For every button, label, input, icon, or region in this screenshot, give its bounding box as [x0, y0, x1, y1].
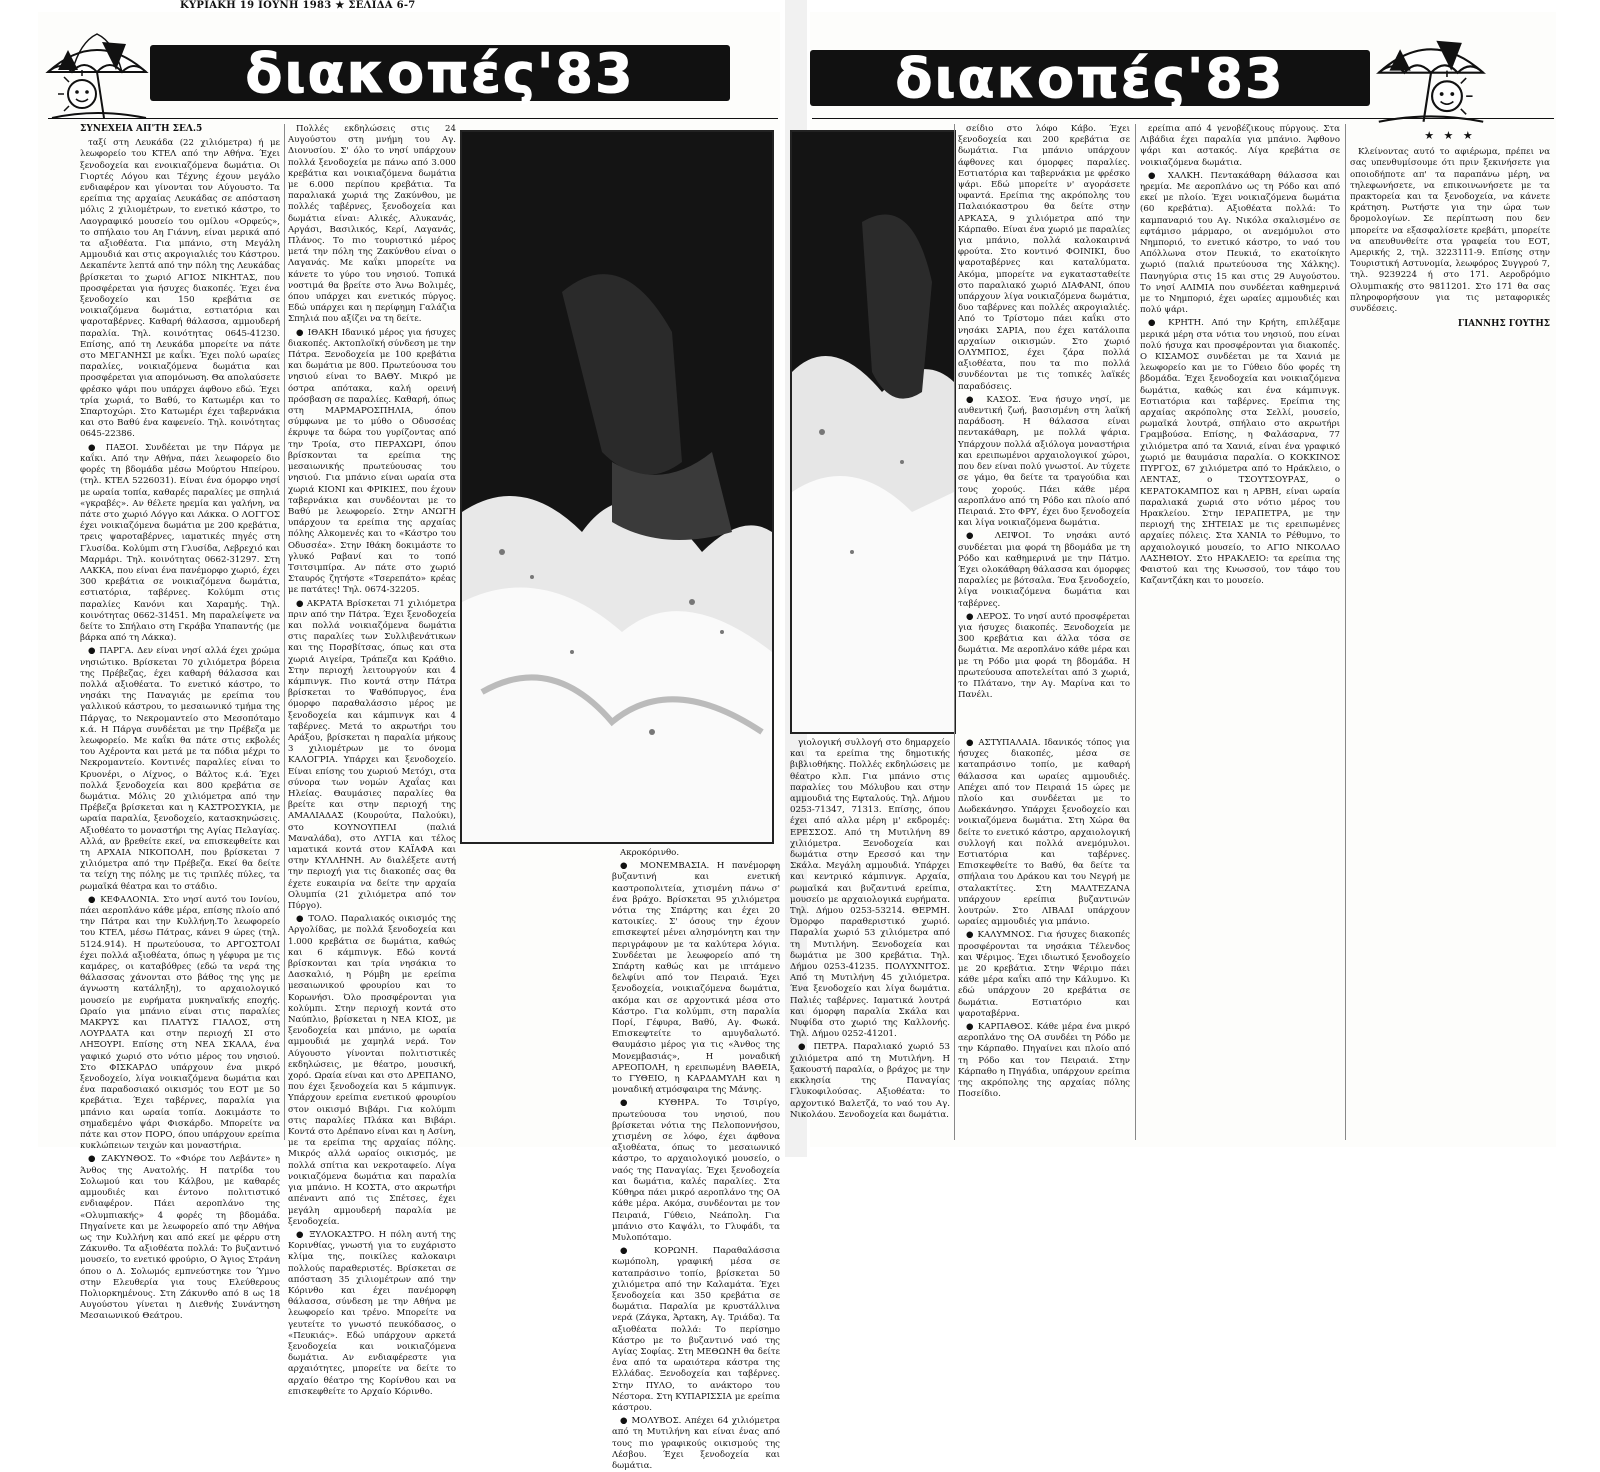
closing-paragraph: Κλείνοντας αυτό το αφιέρωμα, πρέπει να σας υπενθυμίσουμε ότι πριν ξεκινήσετε για οποιοδήποτε απ' τα παραπάνω μέρη, να τηλεφωνήσετε, να επικοινωνήσετε με τα πρακτορεία και τα ξενοδοχεία, να κάνετε κράτηση. Ρωτήστε για την ώρα των δρομολογίων. Σε περίπτωση που δεν μπορείτε να εξασφαλίσετε κρεβάτι, μπορείτε να απευθυνθείτε στα γραφεία του ΕΟΤ, Αμερικής 2, τηλ. 3223111-9. Επίσης στην Τουριστική Αστυνομία, λεωφόρος Συγγρού 7, τηλ. 9239224 ή στο 171. Αεροδρόμιο Ολυμπιακής στο 9811201. Στο 171 θα σας πληροφορήσουν για τις μεταφορικές συνδέσεις. [1350, 147, 1550, 315]
banner-title: διακοπές'83 [245, 41, 635, 105]
article-paragraph: ταξί στη Λευκάδα (22 χιλιόμετρα) ή με λεωφορείο του ΚΤΕΛ από την Αθήνα. Έχει ξενοδοχεία και ενοικιαζόμενα δωμάτια. Οι Γιορτές Λόγου και Τέχνης έχουν μεγάλο ενδιαφέρον και γίνονται τον Αύγουστο. Τα ερείπια της αρχαίας Λευκάδας σε απόσταση μόλις 2 χιλιομέτρων, το ενετικό κάστρο, το Λαογραφικό μουσείο του ομίλου «Ορφεύς», το σπήλαιο του Αη Γιάννη, είναι μερικά από τα αξιοθέατα. Για μπάνιο, στη Μεγάλη Αμμουδιά και στις ακρογιαλιές του Κάστρου. Δεκαπέντε λεπτά από την πόλη της Λευκάδας βρίσκεται το χωριό ΑΓΙΟΣ ΝΙΚΗΤΑΣ, που προσφέρεται για ήσυχες διακοπές. Έχει ένα ξενοδοχείο και 150 κρεβάτια σε νοικιαζόμενα δωμάτια, εστιατόρια και ψαροταβέρνες. Καθαρή θάλασσα, αμμουδερή παραλία. Τηλ. κοινότητας 0645-41230. Επίσης, από τη Λευκάδα μπορείτε να πάτε στο ΜΕΓΑΝΗΣΙ με καΐκι. Έχει πολύ ωραίες παραλίες, νοικιαζόμενα δωμάτια και προσφέρεται για απομόνωση. Θα απολαύσετε φρέσκο ψάρι που υπάρχει άφθονο εδώ. Έχει τρία χωριά, το Βαθύ, το Κατωμέρι και το Σπαρτοχώρι. Στο Κατωμέρι έχει ταβερνάκια και στο Βαθύ ένα καφενείο. Τηλ. κοινότητας 0645-22386. [80, 138, 280, 440]
article-paragraph: ● ΠΑΞΟΙ. Συνδέεται με την Πάργα με καΐκι. Από την Αθήνα, πάει λεωφορείο διο φορές τη βδομάδα μέσω Μούρτου Ηπείρου. (τηλ. ΚΤΕΛ 5226031). Είναι ένα όμορφο νησί με ωραία τοπία, καθαρές παραλίες με σπηλιά «γκραβές». Αν θέλετε ηρεμία και γαλήνη, να πάτε στο χωριό Λόγγο και Λάκκα. Ο ΛΟΓΓΟΣ έχει νοικιαζόμενα δωμάτια με 200 κρεβάτια, τρεις ψαροταβέρνες, ιαματικές πηγές στη Γλυσίδα. Κολύμπι στη Γλυσίδα, Λεβρεχιό και Μαρμάρι. Τηλ. κοινότητας 0662-31297. Στη ΛΑΚΚΑ, που είναι ένα πανέμορφο χωριό, έχει 300 κρεβάτια σε νοικιαζόμενα δωμάτια, εστιατόρια, ταβέρνες. Κολύμπι στις παραλίες Κανόνι και Χαραμής. Τηλ. κοινότητας 0662-31451. Μη παραλείψετε να δείτε το Σπήλαιο στη Γκράβα Υπαπαντής (με βάρκα από τη Λάκκα). [80, 442, 280, 644]
article-paragraph: ● ΠΕΤΡΑ. Παραλιακό χωριό 53 χιλιόμετρα από τη Μυτιλήνη. Η ξακουστή παραλία, ο βράχος με την εκκλησία της Παναγίας Γλυκοφιλούσας. Αξιοθέατα: το αρχοντικό Βαλετζά, το ναό του Αγ. Νικολάου. Ξενοδοχεία και δωμάτια. [790, 1042, 950, 1120]
text-column-right-1 [790, 738, 950, 1140]
article-paragraph: σείδιο στο λόφο Κάβο. Έχει ξενοδοχεία και 200 κρεβάτια σε δωμάτια. Για μπάνιο υπάρχουν άφθονες και όμορφες παραλίες. Εστιατόρια και ταβερνάκια με φρέσκο ψάρι. Εδώ μπορείτε ν' αγοράσετε υφαντά. Ερείπια της ακρόπολης του Παλαιόκαστρου θα δείτε στην ΑΡΚΑΣΑ, 9 χιλιόμετρα από την Κάρπαθο. Είναι ένα χωριό με παραλίες για μπάνιο, πολλά καλοκαιρινά φρούτα. Στο κοντινό ΦΟΙΝΙΚΙ, δυο ψαροταβέρνες και καταλύματα. Ακόμα, μπορείτε να εγκατασταθείτε στο παραλιακό χωριό ΔΙΑΦΑΝΙ, όπου υπάρχουν λίγα νοικιαζόμενα δωμάτια, δυο ταβέρνες και πολλές ακρογιαλιές. Από το Τρίστομο πάει καΐκι στο νησάκι ΣΑΡΙΑ, που έχει κατάλοιπα αρχαίων οικισμών. Στο χωριό ΟΛΥΜΠΟΣ, έχει ζάρα πολλά αξιοθέατα, που τα πιο πολλά συνδέονται με τις τοπικές λαϊκές παραδόσεις. [958, 124, 1130, 392]
photo-left-half [462, 132, 772, 842]
section-divider-stars: ★ ★ ★ [1424, 129, 1476, 142]
column-divider [284, 124, 285, 1140]
article-paragraph: γιολογική συλλογή στο δημαρχείο και τα ερείπια της δημοτικής βιβλιοθήκης. Πολλές εκδηλώσεις με θέατρο κλπ. Για μπάνιο στις παραλίες του Μόλυβου και στην αμμουδιά της Εφταλούς. Τηλ. Δήμου 0253-71347, 71313. Επίσης, όπου έχει από αλλα μέρη μ' εκδρομές: ΕΡΕΣΣΟΣ. Από τη Μυτιλήνη 89 χιλιόμετρα. Ξενοδοχεία και δωμάτια στην Ερεσσό και την Σκάλα. Μεγάλη αμμουδιά. Υπάρχει και κεντρικό κάμπινγκ. Αρχαία, ρωμαϊκά και βυζαντινά ερείπια, μουσείο με αρχαιολογικά ευρήματα. Τηλ. Δήμου 0253-53214. ΘΕΡΜΗ. Όμορφο παραθεριστικό χωριό. Παραλία χωριό 53 χιλιόμετρα από τη Μυτιλήνη. Ξενοδοχεία και δωμάτια με 300 κρεβάτια. Τηλ. Δήμου 0253-41235. ΠΟΛΥΧΝΙΤΟΣ. Από τη Μυτιλήνη 45 χιλιόμετρα. Ένα ξενοδοχείο και λίγα δωμάτια. Παλιές ταβέρνες. Ιαματικά λουτρά και όμορφη παραλία Σκάλα και Νυφίδα στο χωριό της Καλλονής. Τηλ. Δήμου 0252-41201. [790, 738, 950, 1040]
article-paragraph: ● ΑΚΡΑΤΑ Βρίσκεται 71 χιλιόμετρα πριν από την Πάτρα. Έχει ξενοδοχεία και πολλά νοικιαζόμενα δωμάτια στις παραλίες των Συλλιβενάτικων και της Πορσβίτσας, όπως και στα χωριά Αιγείρα, Τράπεζα και Κράθιο. Στην περιοχή λειτουργούν και 4 κάμπινγκ. Πιο κοντά στην Πάτρα βρίσκεται το Ψαθόπυργος, ένα όμορφο παραθαλάσσιο μέρος με ξενοδοχεία και κάμπινγκ και 4 ταβέρνες. Μετά το ακρωτήρι του Αράξου, βρίσκεται η παραλία μήκους 3 χιλιομέτρων με το όνομα ΚΑΛΟΓΡΙΑ. Υπάρχει και ξενοδοχείο. Είναι επίσης του χωριού Μετόχι, στα σύνορα των νομών Αχαΐας και Ηλείας. Θαυμάσιες παραλίες θα βρείτε και στην περιοχή της ΑΜΑΛΙΑΔΑΣ (Κουρούτα, Παλούκι), στο ΚΟΥΝΟΥΠΕΛΙ (παλιά Μαναλάδα), στο ΛΥΓΙΑ και τέλος ιαματικά κοντά στον ΚΑΪΑΦΑ και στην ΚΥΛΛΗΝΗ. Αν διαλέξετε αυτή την περιοχή για τις διακοπές σας θα έχετε ευκαιρία να δείτε την αρχαία Ολυμπία (21 χιλιόμετρα από τον Πύργο). [288, 598, 456, 912]
article-paragraph: ● ΧΑΛΚΗ. Πεντακάθαρη θάλασσα και ηρεμία. Με αεροπλάνο ως τη Ρόδο και από εκεί με πλοίο. Έχει νοικιαζόμενα δωμάτια (60 κρεβάτια). Αξιοθέατα πολλά: Το καμπαναριό του Αγ. Νικόλα σκαλισμένο σε εφτάμισο μάρμαρο, οι ανεμόμυλοι στο Νημποριό, το ενετικό κάστρο, το ναό του Απόλλωνα στον Πευκιά, το εκατοίκητο χωριό (παλιά πρωτεύουσα της Χάλκης). Πανηγύρια στις 15 και στις 29 Αυγούστου. Το νησί ΑΛΙΜΙΑ που συνδέεται καθημερινά με το Νημποριό, έχει ωραίες αμμουδιές και πολύ ψάρι. [1140, 170, 1340, 316]
article-paragraph: ● ΚΕΦΑΛΟΝΙΑ. Στο νησί αυτό του Ιονίου, πάει αεροπλάνο κάθε μέρα, επίσης πλοίο από την Πάτρα και την Κυλλήνη.Το λεωφορείο του ΚΤΕΛ, μέσω Πάτρας, κάνει 9 ώρες (τηλ. 5124.914). Η πρωτεύουσα, το ΑΡΓΟΣΤΟΛΙ έχει πολλά αξιοθέατα, όπως η γέφυρα με τις καμάρες, οι καταβόθρες (εδώ τα νερά της θάλασσας χάνονται στο βάθος της γης με άγνωστη κατάληξη), το αρχαιολογικό μουσείο με ευρήματα μυκηναϊκής εποχής. Ωραίο για μπάνιο είναι στις παραλίες ΜΑΚΡΥΣ και ΠΛΑΤΥΣ ΓΙΑΛΟΣ, στη ΛΟΥΡΔΑΤΑ και στην περιοχή ΣΙ στο ΛΗΞΟΥΡΙ. Επίσης στη ΝΕΑ ΣΚΑΛΑ, ένα γαφικό χωριό στο νότιο μέρος του νησιού. Στο ΦΙΣΚΑΡΔΟ υπάρχουν ένα μικρό ξενοδοχείο, λίγα νοικιαζόμενα δωμάτια και ένα παραδοσιακό οικισμός του ΕΟΤ με 50 κρεβάτια. Έχει ταβέρνες, παραλία για μπάνιο και ωραία τοπία. Δοκιμάστε το σημαδεμένο ψάρι Φισκάρδο. Μπορείτε να πάτε και στον ΠΟΡΟ, όπου υπάρχουν ερείπια κυκλώπειων τειχών και μοναστήρια. [80, 894, 280, 1152]
umbrella-sun-logo-left [42, 30, 152, 122]
article-paragraph: Ακροκόρινθο. [620, 848, 680, 858]
column-divider [954, 124, 955, 1140]
article-paragraph: ● ΜΟΛΥΒΟΣ. Απέχει 64 χιλιόμετρα από τη Μυτιλήνη και είναι ένας από τους πιο γραφικούς οικισμούς της Λέσβου. Έχει ξενοδοχεία και δωμάτια. [612, 1416, 780, 1471]
article-paragraph: ● ΛΕΙΨΟΙ. Το νησάκι αυτό συνδέεται μια φορά τη βδομάδα με τη Ρόδο και καθημερινά με την Πάτμο. Έχει ολοκάθαρη θάλασσα και όμορφες παραλίες με βότσαλα. Ένα ξενοδοχείο, λίγα νοικιαζόμενα δωμάτια και ταβέρνες. [958, 531, 1130, 609]
article-paragraph: ● ΚΟΡΩΝΗ. Παραθαλάσσια κωμόπολη, γραφική μέσα σε καταπράσινο τοπίο, βρίσκεται 50 χιλιόμετρα από την Καλαμάτα. Έχει ξενοδοχεία και 350 κρεβάτια σε δωμάτια. Παραλία με κρυστάλλινα νερά (Ζάγκα, Άρτακη, Αγ. Τριάδα). Τα αξιοθέατα πολλά: Το περίσημο Κάστρο με το βυζαντινό ναό της Αγίας Σοφίας. Στη ΜΕΘΩΝΗ θα δείτε ένα από τα ωραιότερα κάστρα της Ελλάδας. Ξενοδοχεία και ταβέρνες. Στην ΠΥΛΟ, το ανάκτορο του Νέστορα. Στη ΚΥΠΑΡΙΣΣΙΑ με ερείπια κάστρου. [612, 1246, 780, 1413]
article-paragraph: ● ΤΟΛΟ. Παραλιακός οικισμός της Αργολίδας, με πολλά ξενοδοχεία και 1.000 κρεβάτια σε δωμάτια, καθώς και 6 κάμπινγκ. Εδώ κοντά βρίσκονται και τρία νησάκια το Δασκαλιό, η Ρόμβη με ερείπια μεσαιωνικού φρουρίου και το Κορωνήσι. Όλο προσφέρονται για κολύμπι. Στην περιοχή κοντά στο Ναύπλιο, βρίσκεται η ΝΕΑ ΚΙΟΣ, με ξενοδοχεία και μπάνιο, με ωραία αμμουδιά με χαμηλά νερά. Τον Αύγουστο γίνονται πολιτιστικές εκδηλώσεις, με θέατρο, μουσική, χορό. Ωραία είναι και στο ΔΡΕΠΑΝΟ, που έχει ξενοδοχεία και 5 κάμπινγκ. Υπάρχουν ερείπια ενετικού φρουρίου στον οικισμό Βιβάρι. Για κολύμπι στις παραλίες Πλάκα και Βιβάρι. Κοντά στο Δρέπανο είναι και η Ασίνη, με τα ερείπια της αρχαίας πόλης. Μικρός αλλά ωραίος οικισμός, με πολλά σπίτια και νεκροταφείο. Λίγα νοικιαζόμενα δωμάτια και παραλία για μπάνιο. Η ΚΟΣΤΑ, στο ακρωτήρι απέναντι από τις Σπέτσες, έχει μεγάλη αμμουδερή παραλία με ξενοδοχεία. [288, 914, 456, 1227]
article-paragraph: ● ΠΑΡΓΑ. Δεν είναι νησί αλλά έχει χρώμα νησιώτικο. Βρίσκεται 70 χιλιόμετρα βόρεια της Πρέβεζας, έχει καθαρή θάλασσα και πολλά αξιοθέατα. Το ενετικό κάστρο, το νησάκι της Παναγιάς με ερείπια του γαλλικού κάστρου, το μεσαιωνικό τμήμα της Πάργας, το Νεκρομαντείο στο Μεσοπόταμο κ.ά. Η Πάργα συνδέεται με την Πρέβεζα με λεωφορείο. Με καΐκι θα πάτε στις εκβολές του Αχέροντα και μετά με τα πόδια μέχρι το Νεκρομαντείο. Κοντινές παραλίες είναι το Κρυονέρι, ο Λίχνος, ο Βάλτος κ.ά. Έχει πολλά ξενοδοχεία και 800 κρεβάτια σε δωμάτια. Μόλις 20 χιλιόμετρα από την Πρέβεζα βρίσκεται και η ΚΑΣΤΡΟΣΥΚΙΑ, με ωραία παραλία, ξενοδοχείο, κατασκηνώσεις. Αξιοθέατο το μοναστήρι της Αγίας Πελαγίας. Αλλά, αν βρεθείτε εκεί, να επισκεφθείτε και τη ΑΡΧΑΙΑ ΝΙΚΟΠΟΛΗ, που βρίσκεται 7 χιλιόμετρα από την Πρέβεζα. Εκεί θα δείτε τα τείχη της πόλης με τις τριπλές πύλες, τα ρωμαϊκά θέατρα και το στάδιο. [80, 646, 280, 892]
text-column-right-3 [958, 124, 1130, 730]
article-paragraph: ● ΚΑΛΥΜΝΟΣ. Για ήσυχες διακοπές προσφέρονται τα νησάκια Τέλενδος και Ψέριμος. Έχει ιδιωτικό ξενοδοχείο με 20 κρεβάτια. Στην Ψέριμο πάει κάθε μέρα καΐκι από την Κάλυμνο. Κι εδώ υπάρχουν 20 κρεβάτια σε δωμάτια. Εστιατόριο και ψαροταβέρνα. [958, 930, 1130, 1019]
article-paragraph: ερείπια από 4 γενοβέζικους πύργους. Στα Λιβάδια έχει παραλία για μπάνιο. Άφθονο ψάρι και αστακός. Λίγα κρεβάτια σε νοικιαζόμενα δωμάτια. [1140, 124, 1340, 168]
umbrella-sun-logo-right [1372, 28, 1490, 126]
article-paragraph: ● ΞΥΛΟΚΑΣΤΡΟ. Η πόλη αυτή της Κορινθίας, γνωστή για το ευχάριστο κλίμα της, ποικίλες καλοκαιρι πολλούς παραθεριστές. Βρίσκεται σε απόσταση 35 χιλιομέτρων από την Κόρινθο και έχει πανέμορφη θάλασσα, σύνδεση με την Αθήνα με λεωφορείο και τρένο. Μπορείτε να γευτείτε το γνωστό πευκόδασος, ο «Πευκιάς». Εδώ υπάρχουν αρκετά ξενοδοχεία και νοικιαζόμενα δωμάτια. Αν ενδιαφέρεστε για αρχαιότητες, μπορείτε να δείτε το αρχαίο θέατρο της Κορίνθου και να επισκεφθείτε το Αρχαίο Κόρινθο. [288, 1229, 456, 1397]
text-column-left-2 [288, 124, 456, 1397]
header-rule-right [812, 118, 1554, 119]
dateline: ΚΥΡΙΑΚΗ 19 ΙΟΥΝΗ 1983 ★ ΣΕΛΙΔΑ 6-7 [180, 0, 416, 11]
author-signature: ΓΙΑΝΝΗΣ ΓΟΥΤΗΣ [1457, 319, 1550, 330]
text-column-right-2 [958, 738, 1130, 1140]
continued-from-label: ΣΥΝΕΧΕΙΑ ΑΠ'ΤΗ ΣΕΛ.5 [80, 124, 203, 134]
text-column-right-4 [1140, 124, 1340, 1140]
column-divider [1135, 124, 1136, 1140]
photo-right-half [792, 132, 954, 732]
article-paragraph: ● ΜΟΝΕΜΒΑΣΙΑ. Η πανέμορφη βυζαντινή και ενετική καστροπολιτεία, χτισμένη πάνω σ' ένα βράχο. Βρίσκεται 95 χιλιόμετρα νότια της Σπάρτης και έχει 20 κατοικίες. Σ' όσους την έχουν επισκεφτεί μένει αλησμόνητη και την περιγράφουν με τα καλύτερα λόγια. Συνδέεται με λεωφορείο από τη Σπάρτη καθώς και με ιπτάμενο δελφίνι από τον Πειραιά. Έχει ξενοδοχεία, νοικιαζόμενα δωμάτια, ακόμα και σε αρχοντικά μέσα στο Κάστρο. Για κολύμπι, στη παραλία Πορί, Γέφυρα, Βαθύ, Αγ. Φωκά. Επισκεφτείτε το αμυγδαλωτό. Θαυμάσιο μέρος για τις «Άνθος της Μονεμβασιάς», Η μοναδική ΑΡΕΟΠΟΛΗ, η ερειπωμένη ΒΑΘΕΙΑ, το ΓΥΘΕΙΟ, η ΚΑΡΔΑΜΥΛΗ και η μοναδική ατμόσφαιρα της Μάνης. [612, 861, 780, 1096]
article-paragraph: ● ΙΘΑΚΗ Ιδανικό μέρος για ήσυχες διακοπές. Ακτοπλοϊκή σύνδεση με την Πάτρα. Ξενοδοχεία με 100 κρεβάτια και δωμάτια με 800. Πρωτεύουσα του νησιού είναι το ΒΑΘΥ. Μικρό με όστρα απότακα, καλή ορεινή πρόσβαση σε παραλίες. Καθαρή, όπως στη ΜΑΡΜΑΡΟΣΠΗΛΙΑ, όπου σύμφωνα με το μύθο ο Οδυσσέας έκρυψε τα δώρα του γυρίζοντας από την Τροία, στο ΠΕΡΑΧΩΡΙ, όπου βρίσκονται τα ερείπια της μεσαιωνικής πρωτεύουσας του νησιού. Για μπάνιο είναι ωραία στα χωριά ΚΙΟΝΙ και ΦΡΙΚΙΕΣ, που έχουν ταβερνάκια και συνδέονται με το Βαθύ με λεωφορείο. Στην ΑΝΩΓΗ υπάρχουν τα ερείπια της αρχαίας πόλης Αλκομενές και το «Κάστρο του Οδυσσέα». Στην Ιθάκη δοκιμάστε το γλυκό Ραβανί και το τοπό Τσιτσιμπίρα. Αν πάτε στο χωριό Σταυρός ζητήστε «Τσερεπάτο» κρέας με πατάτες! Τηλ. 0674-32205. [288, 327, 456, 596]
article-paragraph: ● ΛΕΡΟΣ. Το νησί αυτό προσφέρεται για ήσυχες διακοπές. Ξενοδοχεία με 300 κρεβάτια και άλλα τόσα σε δωμάτια. Με αεροπλάνο κάθε μέρα και με τη Ρόδο μια φορά τη βδομάδα. Η πρωτεύουσα αποτελείται από 3 χωριά, το Πλάτανο, την Αγ. Μαρίνα και το Πανέλι. [958, 611, 1130, 701]
article-paragraph: ● ΚΑΣΟΣ. Ένα ήσυχο νησί, με αυθεντική ζωή, βασισμένη στη λαϊκή παράδοση. Η θάλασσα είναι πεντακάθαρη, με πολλά ψάρια. Υπάρχουν πολλά αξιόλογα μοναστήρια και ερειπωμένοι αρχαιολογικοί χώροι, που δεν είναι πολύ γνωστοί. Αν τύχετε σε γάμο, θα δείτε τα τραγούδια και τους χορούς. Πάει κάθε μέρα αεροπλάνο από τη Ρόδο και πλοίο από Πειραιά. Στο ΦΡΥ, έχει δυο ξενοδοχεία και λίγα νοικιαζόμενα δωμάτια. [958, 394, 1130, 529]
article-paragraph: ● ΑΣΤΥΠΑΛΑΙΑ. Ιδανικός τόπος για ήσυχες διακοπές, μέσα σε καταπράσινο τοπίο, με καθαρή θάλασσα και ωραίες αμμουδιές. Απέχει από τον Πειραιά 15 ώρες με πλοίο και συνδέεται με το Δωδεκάνησο. Υπάρχει ξενοδοχείο και νοικιαζόμενα δωμάτια. Στη Χώρα θα δείτε το ενετικό κάστρο, αρχαιολογική συλλογή και πολλά ανεμόμυλοι. Εστιατόρια και ταβέρνες. Επισκεφθείτε το Βαθύ, θα δείτε τα σπήλαια του Δράκου και του Νεγρή με σταλακτίτες. Στη ΜΑΛΤΕΖΑΝΑ υπάρχουν ερείπια βυζαντινών λουτρών. Στο ΛΙΒΑΔΙ υπάρχουν ωραίες αμμουδιές για μπάνιο. [958, 738, 1130, 928]
article-paragraph: Πολλές εκδηλώσεις στις 24 Αυγούστου στη μνήμη του Αγ. Διονυσίου. Σ' όλο το νησί υπάρχουν πολλά ξενοδοχεία με πάνω από 3.000 κρεβάτια και νοικιαζόμενα δωμάτια με 6.000 περίπου κρεβάτια. Τα παραλιακά χωριά της Ζακύνθου, με πολλές ταβέρνες, ξενοδοχεία και δωμάτια είναι: Αλικές, Αλυκανάς, Αργάσι, Βασιλικός, Κερί, Λαγανάς, Πλάνος. Το πιο τουριστικό μέρος μετά την πόλη της Ζακύνθου είναι ο Λαγανάς. Με καΐκι μπορείτε να κάνετε το γύρο του νησιού. Τοπικά νοστιμά θα βρείτε στο Άνω Βολιμές, όπου υπάρχει και ενετικός πύργος. Εδώ υπάρχει και η περίφημη Γαλάζια Σπηλιά που αξίζει να τη δείτε. [288, 124, 456, 325]
article-paragraph: ● ΚΡΗΤΗ. Από την Κρήτη, επιλέξαμε μερικά μέρη στα νότια του νησιού, που είναι πολύ ήσυχα και προσφέρονται για διακοπές. Ο ΚΙΣΑΜΟΣ συνδέεται με τα Χανιά με λεωφορείο και με το Γύθειο δύο φορές τη βδομάδα. Έχει ξενοδοχεία και νοικιαζόμενα δωμάτια, καθώς και ένα κάμπινγκ. Εστιατόρια και ταβέρνες. Ερείπια της αρχαίας ακρόπολης στα Σελλί, μουσείο, ρωμαϊκά λουτρά, σπήλαιο στο ακρωτήρι Γραμβούσα. Επίσης, η Φαλάσαρνα, 77 χιλιόμετρα από τα Χανιά, είναι ένα γραφικό χωριό με θαυμάσια παραλία. Ο ΚΟΚΚΙΝΟΣ ΠΥΡΓΟΣ, 67 χιλιόμετρα από το Ηράκλειο, ο ΛΕΝΤΑΣ, ο ΤΣΟΥΤΣΟΥΡΑΣ, ο ΚΕΡΑΤΟΚΑΜΠΟΣ και η ΑΡΒΗ, είναι ωραία παραλιακά χωριά στο νότιο μέρος του Ηρακλείου. Στην ΙΕΡΑΠΕΤΡΑ, με την περιοχή της ΣΗΤΕΙΑΣ με τις ερειπωμένες αρχαίες πόλεις. Στα ΧΑΝΙΑ το Ρέθυμνο, το αρχαιολογικό μουσείο, το ΑΓΙΟ ΝΙΚΟΛΑΟ ΛΑΣΗΘΙΟΥ. Στο ΗΡΑΚΛΕΙΟ: τα ερείπια της Φαιστού και της Κνωσσού, τον τάφο του Καζαντζάκη και το μουσείο. [1140, 318, 1340, 587]
section-banner-right [810, 46, 1370, 110]
article-paragraph: ● ΚΑΡΠΑΘΟΣ. Κάθε μέρα ένα μικρό αεροπλάνο της ΟΑ συνδέει τη Ρόδο με την Κάρπαθο. Πηγαίνει και πλοίο από τη Ρόδο και τον Πειραιά. Στην Κάρπαθο η Πηγάδια, υπάρχουν ερείπια της ακρόπολης της αρχαίας πόλης Ποσείδιο. [958, 1022, 1130, 1100]
sea-waves-photo [460, 130, 774, 844]
banner-title: διακοπές'83 [895, 46, 1285, 110]
section-banner-left [150, 41, 730, 105]
column-divider [1345, 124, 1346, 1140]
text-column-left-3 [612, 848, 780, 1471]
text-column-left-1 [80, 124, 280, 1322]
text-column-right-5 [1350, 124, 1550, 1140]
article-paragraph: ● ΚΥΘΗΡΑ. Το Τσιρίγο, πρωτεύουσα του νησιού, που βρίσκεται νότια της Πελοποννήσου, χτισμένη σε λόφο, έχει άφθονα αξιοθέατα, όπως το μεσαιωνικό κάστρο, το αρχαιολογικό μουσείο, ο ναός της Παναγίας. Έχει ξενοδοχεία και δωμάτια, καλές παραλίες. Στα Κύθηρα πάει μικρό αεροπλάνο της ΟΑ κάθε μέρα. Ακόμα, συνδέονται με τον Πειραιά, Γύθειο, Νεάπολη. Για μπάνιο στο Καψάλι, το Γλυφάδι, τα Μυλοπόταμο. [612, 1098, 780, 1243]
sea-waves-photo-right-half [790, 130, 956, 734]
article-paragraph: ● ΖΑΚΥΝΘΟΣ. Το «Φιόρε του Λεβάντε» η Άνθος της Ανατολής. Η πατρίδα του Σολωμού και του Κάλβου, με καθαρές αμμουδιές και έντονο πολιτιστικό ενδιαφέρον. Πάει αεροπλάνο της «Ολυμπιακής» 4 φορές τη βδομάδα. Πηγαίνετε και με λεωφορείο από την Αθήνα ως την Κυλλήνη και από εκεί με φέρρυ στη Ζάκυνθο. Τα αξιοθέατα πολλά: Το βυζαντινό μουσείο, το ενετικό φρούριο, Ο Άγιος Στράνη όπου ο Δ. Σολωμός εμπνεύστηκε τον Ύμνο στην Ελευθερία για τους Ελεύθερους Πολιορκημένους. Στη Ζάκυνθο από 8 ως 18 Αυγούστου γίνεται η Διεθνής Συνάντηση Μεσαιωνικού Θεάτρου. [80, 1154, 280, 1322]
header-rule-left [48, 118, 778, 119]
